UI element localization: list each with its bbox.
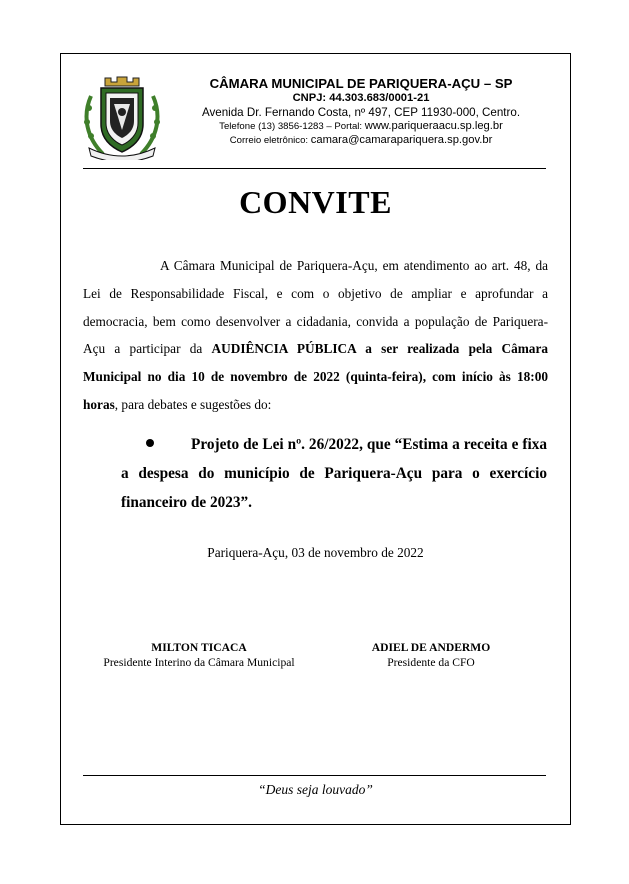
invitation-paragraph — [83, 252, 548, 419]
bill-bullet — [121, 430, 547, 517]
email-label: Correio eletrônico: — [229, 134, 311, 146]
paragraph-bold: AUDIÊNCIA PÚBLICA a ser realizada pela Câmara Municipal no dia 10 de novembro de 2022 (quinta-feira), com início às 18:00 horas — [83, 341, 548, 412]
footer-divider — [83, 775, 546, 776]
address: Avenida Dr. Fernando Costa, nº 497, CEP 11930-000, Centro. — [201, 105, 521, 119]
signer-name: ADIEL DE ANDERMO — [371, 641, 491, 654]
signer-role: Presidente Interino da Câmara Municipal — [103, 656, 295, 669]
signer-role: Presidente da CFO — [387, 656, 475, 669]
municipal-crest-icon — [81, 74, 163, 160]
cnpj: CNPJ: 44.303.683/0001-21 — [292, 92, 430, 105]
paragraph-intro: A Câmara Municipal de Pariquera-Açu, em atendimento ao art. 48, da Lei de Responsabilidade Fiscal, e com o objetivo de ampliar e aprofundar a democracia, bem como desenvolver a cidadania, convida a população de Pariquera-Açu a participar da — [83, 258, 548, 357]
institution-name: CÂMARA MUNICIPAL DE PARIQUERA-AÇU – SP — [209, 76, 513, 91]
place-date: Pariquera-Açu, 03 de novembro de 2022 — [207, 545, 424, 560]
signature-right — [351, 640, 511, 670]
letterhead-text — [171, 76, 551, 147]
phone-portal — [171, 120, 551, 134]
header-divider — [83, 168, 546, 169]
email-link[interactable]: camara@camarapariquera.sp.gov.br — [310, 133, 493, 146]
phone-label: Telefone (13) 3856-1283 – Portal: — [219, 120, 365, 132]
document-frame — [60, 53, 571, 825]
footer-motto: “Deus seja louvado” — [258, 782, 373, 797]
portal-link[interactable]: www.pariqueraacu.sp.leg.br — [364, 119, 503, 132]
letterhead — [61, 54, 570, 174]
document-title: CONVITE — [239, 184, 392, 220]
signer-name: MILTON TICACA — [151, 641, 247, 654]
bill-text: Projeto de Lei nº. 26/2022, que “Estima a receita e fixa a despesa do município de Pariquera-Açu para o exercício financeiro de 2023”. — [121, 436, 547, 511]
paragraph-ending: , para debates e sugestões do: — [114, 396, 272, 412]
signature-left — [91, 640, 307, 670]
bullet-icon — [146, 439, 154, 447]
email-line — [171, 134, 551, 148]
